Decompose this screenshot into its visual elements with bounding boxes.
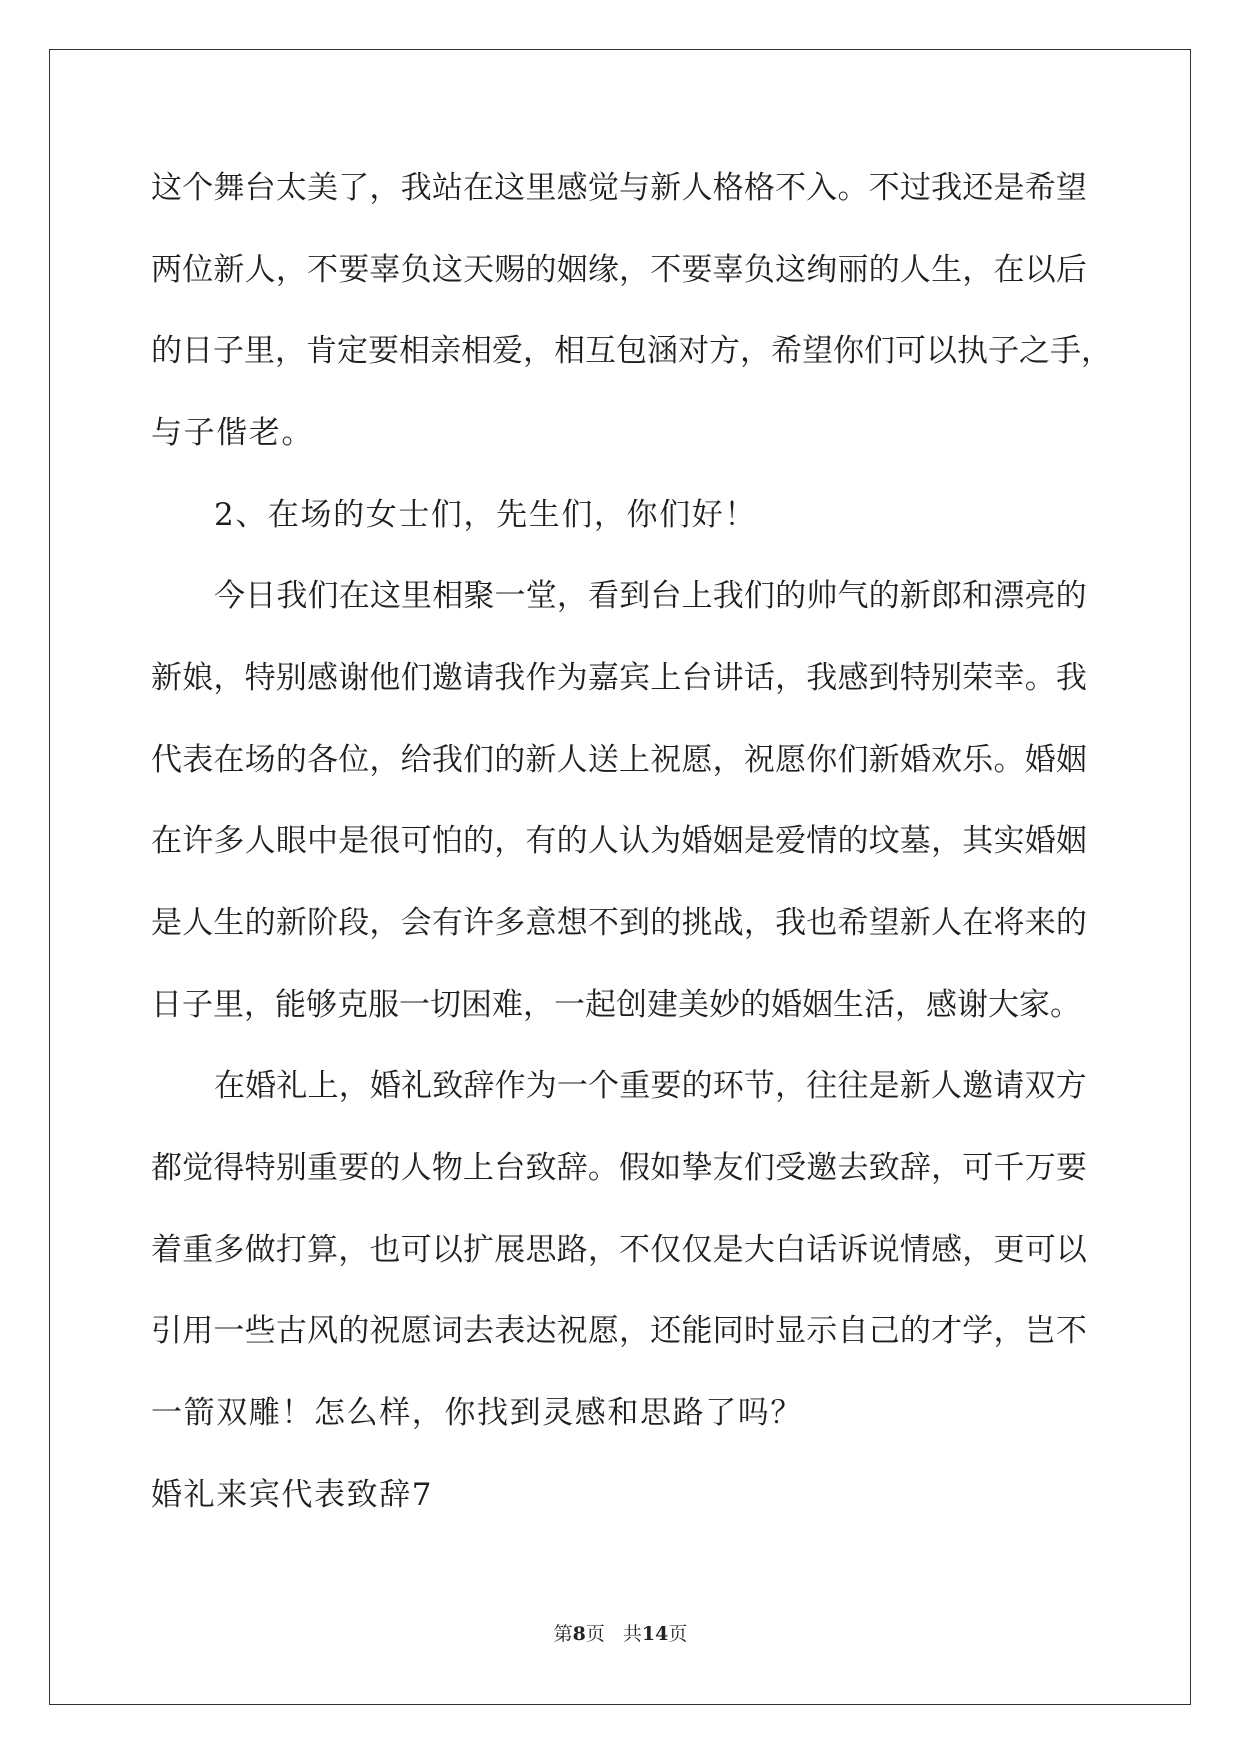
text-line: 代 表 在 场 的 各 位 ， 给 我 们 的 新 人 送 上 祝 愿 ， 祝 愿 你 们 新 婚 欢 乐 。 婚 姻 (151, 742, 1087, 778)
text-line: 今 日 我 们 在 这 里 相 聚 一 堂 ， 看 到 台 上 我 们 的 帅 气 的 新 郎 和 漂 亮 的 (214, 578, 1087, 614)
text-line: 一箭双雕！怎么样，你找到灵感和思路了吗？ (151, 1395, 803, 1431)
current-page-number: 8 (572, 1623, 586, 1645)
text-line: 两 位 新 人 ， 不 要 辜 负 这 天 赐 的 姻 缘 ， 不 要 辜 负 这 绚 丽 的 人 生 ， 在 以 后 (151, 252, 1087, 288)
text-line: 都 觉 得 特 别 重 要 的 人 物 上 台 致 辞 。 假 如 挚 友 们 受 邀 去 致 辞 ， 可 千 万 要 (151, 1150, 1087, 1186)
footer-page-suffix: 页 (585, 1623, 605, 1645)
total-pages-number: 14 (641, 1623, 669, 1645)
footer-total-suffix: 页 (668, 1623, 688, 1645)
footer-total-prefix: 共 (622, 1623, 642, 1645)
footer-prefix: 第 (553, 1623, 573, 1645)
section-heading: 婚礼来宾代表致辞7 (151, 1477, 434, 1513)
text-line: 是 人 生 的 新 阶 段 ， 会 有 许 多 意 想 不 到 的 挑 战 ， 我 也 希 望 新 人 在 将 来 的 (151, 905, 1087, 941)
page-footer (0, 1619, 1241, 1646)
text-line: 着 重 多 做 打 算 ， 也 可 以 扩 展 思 路 ， 不 仅 仅 是 大 白 话 诉 说 情 感 ， 更 可 以 (151, 1232, 1087, 1268)
text-line: 的 日 子 里 ， 肯 定 要 相 亲 相 爱 ， 相 互 包 涵 对 方 ， 希 望 你 们 可 以 执 子 之 手 ， (151, 333, 1112, 369)
text-line: 在 婚 礼 上 ， 婚 礼 致 辞 作 为 一 个 重 要 的 环 节 ， 往 往 是 新 人 邀 请 双 方 (214, 1068, 1087, 1104)
text-line: 引 用 一 些 古 风 的 祝 愿 词 去 表 达 祝 愿 ， 还 能 同 时 显 示 自 己 的 才 学 ， 岂 不 (151, 1313, 1087, 1349)
text-line: 在 许 多 人 眼 中 是 很 可 怕 的 ， 有 的 人 认 为 婚 姻 是 爱 情 的 坟 墓 ， 其 实 婚 姻 (151, 823, 1087, 859)
text-line: 日 子 里 ， 能 够 克 服 一 切 困 难 ， 一 起 创 建 美 妙 的 婚 姻 生 活 ， 感 谢 大 家 。 (151, 987, 1081, 1023)
text-line: 新 娘 ， 特 别 感 谢 他 们 邀 请 我 作 为 嘉 宾 上 台 讲 话 ， 我 感 到 特 别 荣 幸 。 我 (151, 660, 1087, 696)
text-line: 这 个 舞 台 太 美 了 ， 我 站 在 这 里 感 觉 与 新 人 格 格 不 入 。 不 过 我 还 是 希 望 (151, 170, 1087, 206)
text-line: 2、在场的女士们，先生们，你们好！ (214, 497, 757, 533)
text-line: 与子偕老。 (151, 415, 314, 451)
page-border (49, 49, 1191, 1705)
